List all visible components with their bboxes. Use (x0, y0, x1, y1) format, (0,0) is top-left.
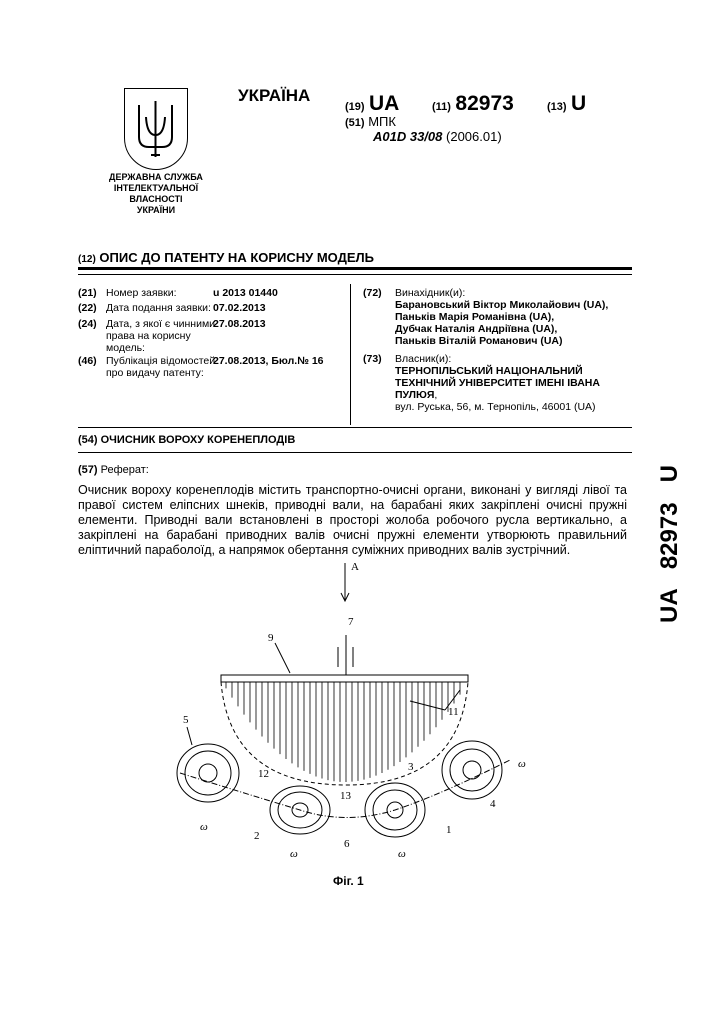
trident-icon (125, 89, 186, 168)
ipc-line: A01D 33/08 (2006.01) (373, 129, 502, 144)
figure-caption: Фіг. 1 (333, 874, 364, 888)
abstract-text: Очисник вороху коренеплодів містить транспортно-очисні органи, виконані у вигляді лівої та правої систем еліпсних шнеків, приводні вали, на барабані яких закріплені очисні пружні елементи. Приводні вали встановлені в просторі жолоба робочого русла вертикально, а закріплені на барабані приводних валів очисні пружні елементи утворюють правильний еліптичний параболоїд, а напрямок обертання суміжних приводних валів зустрічний. (78, 483, 627, 557)
label-1: 1 (446, 824, 452, 836)
label-6: 6 (344, 838, 350, 850)
title-rule (78, 267, 632, 270)
figure-1-drawing (170, 555, 550, 865)
label-13: 13 (340, 790, 351, 802)
column-divider (350, 284, 351, 425)
omega-3: ω (398, 848, 406, 860)
code-13: (13) U (547, 92, 587, 115)
thin-rule (78, 274, 632, 275)
mpk-line: (51) МПК (345, 114, 396, 129)
label-A: A (351, 561, 359, 573)
document-title: (12) ОПИС ДО ПАТЕНТУ НА КОРИСНУ МОДЕЛЬ (78, 250, 375, 265)
omega-4: ω (518, 758, 526, 770)
abstract-heading: (57) Реферат: (78, 464, 149, 476)
label-4: 4 (490, 798, 496, 810)
invention-title: (54) ОЧИСНИК ВОРОХУ КОРЕНЕПЛОДІВ (78, 434, 296, 446)
code-11: (11) 82973 (432, 92, 514, 115)
title54-rule (78, 452, 632, 453)
label-7: 7 (348, 616, 354, 628)
label-9: 9 (268, 632, 274, 644)
omega-1: ω (200, 821, 208, 833)
label-11: 11 (448, 706, 459, 718)
side-patent-number: UA 82973 U (656, 465, 683, 623)
label-2: 2 (254, 830, 260, 842)
label-3: 3 (408, 761, 414, 773)
country-name: УКРАЇНА (238, 86, 311, 105)
label-5: 5 (183, 714, 189, 726)
biblio-rule (78, 427, 632, 428)
code-19: (19) UA (345, 92, 400, 115)
omega-2: ω (290, 848, 298, 860)
emblem-box (124, 88, 188, 170)
agency-name: ДЕРЖАВНА СЛУЖБА ІНТЕЛЕКТУАЛЬНОЇ ВЛАСНОСТІ УКРАЇНИ (109, 172, 203, 215)
label-12: 12 (258, 768, 269, 780)
